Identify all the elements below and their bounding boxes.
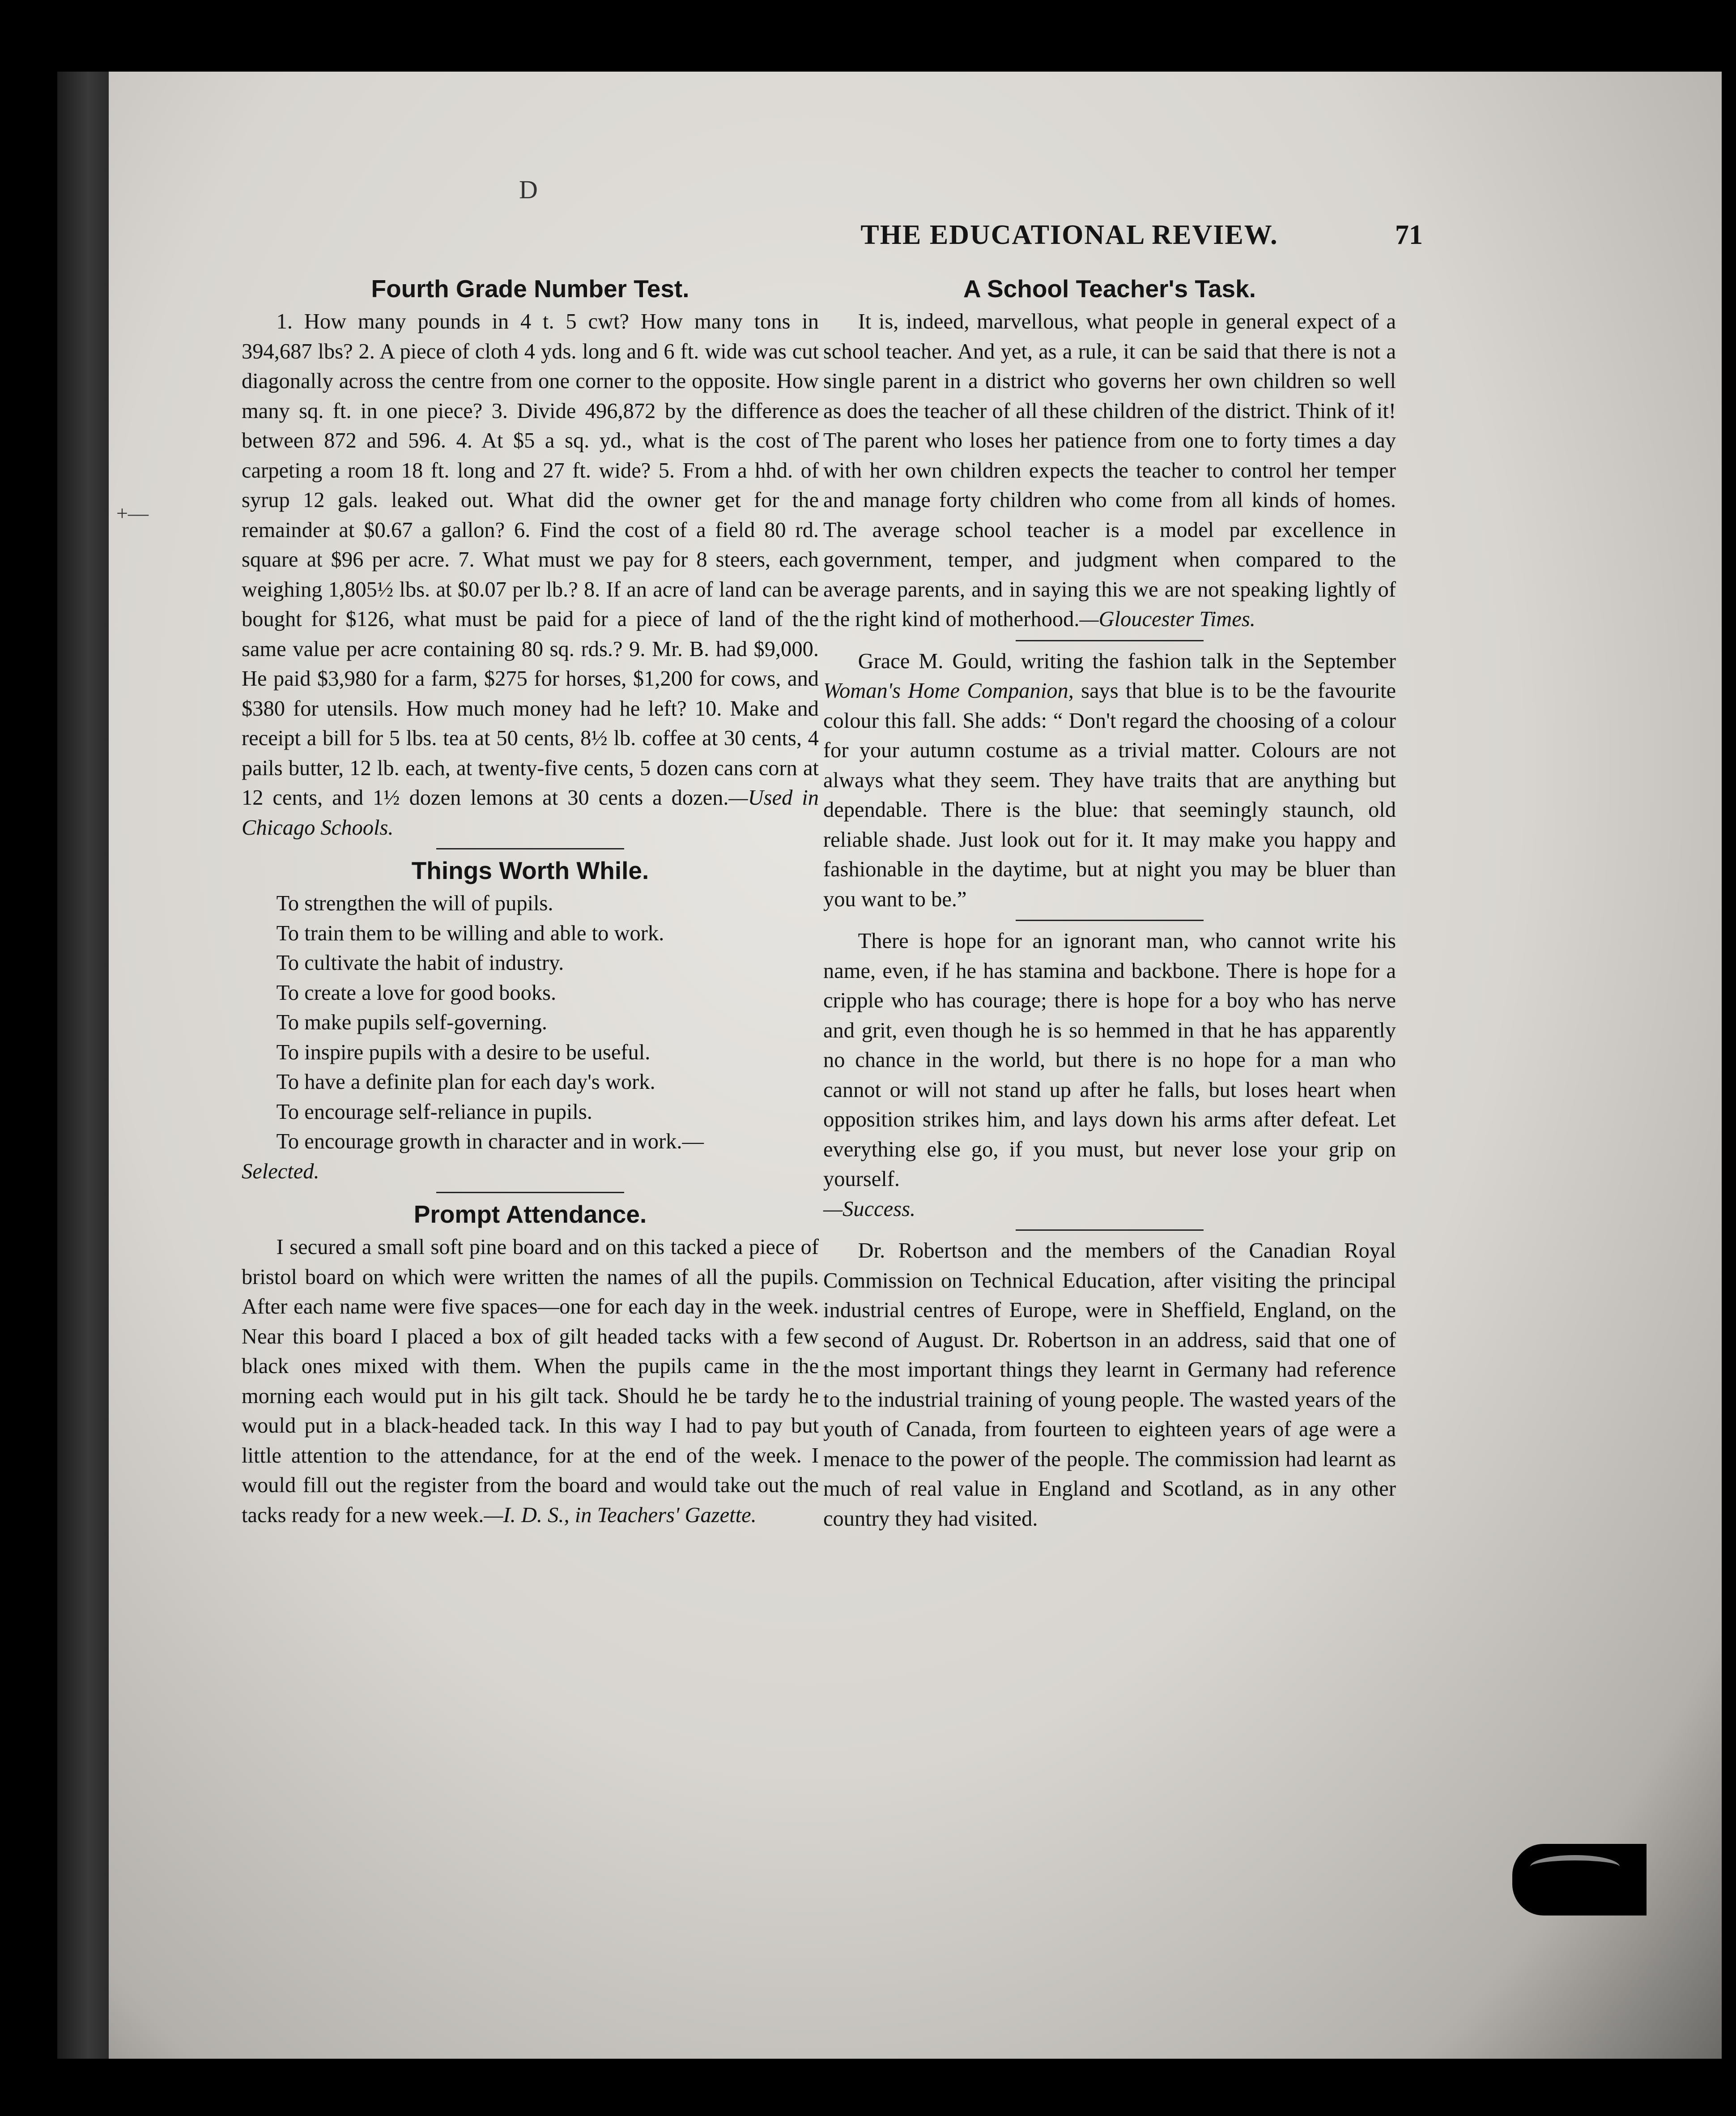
article-text: It is, indeed, marvellous, what people in general expect of a school teacher. And yet, as a rule, it can be said that there is not a single parent in a district who governs her own children so well as does the teacher of all these children of the district. Think of it! The parent who loses her patience from one to forty times a day with her own children expects the teacher to control her temper and manage forty children who come from all kinds of homes. The average school teacher is a model par excellence in government, temper, and judgment when compared to the average parents, and in saying this we are not speaking lightly of the right kind of motherhood. xyxy=(823,310,1396,631)
article-hope xyxy=(823,926,1396,1224)
article-text: Grace M. Gould, writing the fashion talk in the September xyxy=(858,649,1396,673)
section-divider xyxy=(1016,1229,1204,1231)
article-text: There is hope for an ignorant man, who cannot write his name, even, if he has stamina and backbone. There is hope for a cripple who has courage; there is hope for a boy who has nerve and grit, even though he is so hemmed in that he has apparently no chance in the world, but there is no hope for a man who cannot or will not stand up after he falls, but loses heart when opposition strikes him, and lays down his arms after defeat. Let everything else go, if you must, but never lose your grip on yourself. xyxy=(823,929,1396,1191)
article-prompt-attendance xyxy=(242,1199,819,1530)
list-item: To encourage growth in character and in work.— xyxy=(276,1130,704,1153)
article-body xyxy=(242,307,819,843)
article-things-worth-while xyxy=(242,855,819,1186)
article-body: Dr. Robertson and the members of the Canadian Royal Commission on Technical Education, after visiting the principal industrial centres of Europe, were in Sheffield, England, on the second of August. Dr. Robertson in an address, said that one of the most important things they learnt in Germany had reference to the industrial training of young people. The wasted years of the youth of Canada, from fourteen to eighteen years of age were a menace to the power of the people. The commission had learnt as much of real value in England and Scotland, as in any other country they had visited. xyxy=(823,1239,1396,1531)
list-item: To strengthen the will of pupils. xyxy=(276,892,553,915)
article-heading: Prompt Attendance. xyxy=(413,1200,647,1228)
margin-tick-mark: +— xyxy=(116,502,149,525)
article-credit: Selected. xyxy=(242,1159,319,1183)
article-heading: A School Teacher's Task. xyxy=(963,275,1256,303)
article-heading: Fourth Grade Number Test. xyxy=(371,275,689,303)
list-item: To create a love for good books. xyxy=(276,981,557,1005)
section-divider xyxy=(1016,920,1204,921)
list-item: To inspire pupils with a desire to be useful. xyxy=(276,1040,651,1064)
article-heading: Things Worth While. xyxy=(411,857,649,884)
right-column xyxy=(823,273,1396,1534)
book-gutter xyxy=(57,72,109,2059)
article-credit: —Success. xyxy=(823,1197,916,1221)
page-number: 71 xyxy=(1395,220,1423,250)
article-text: 1. How many pounds in 4 t. 5 cwt? How many tons in 394,687 lbs? 2. A piece of cloth 4 yds. long and 6 ft. wide was cut diagonally across the centre from one corner to the opposite. How many sq. ft. in one piece? 3. Divide 496,872 by the difference between 872 and 596. 4. At $5 a sq. yd., what is the cost of carpeting a room 18 ft. long and 27 ft. wide? 5. From a hhd. of syrup 12 gals. leaked out. What did the owner get for the remainder at $0.67 a gallon? 6. Find the cost of a field 80 rd. square at $96 per acre. 7. What must we pay for 8 steers, each weighing 1,805½ lbs. at $0.07 per lb.? 8. If an acre of land can be bought for $126, what must be paid for a piece of land of the same value per acre containing 80 sq. rds.? 9. Mr. B. had $9,000. He paid $3,980 for a farm, $275 for horses, $1,200 for cows, and $380 for utensils. How much money had he left? 10. Make and receipt a bill for 5 lbs. tea at 50 cents, 8½ lb. coffee at 30 cents, 4 pails butter, 12 lb. each, at twenty-five cents, 5 dozen cans corn at 12 cents, and 1½ dozen lemons at 30 cents a dozen. xyxy=(242,310,819,810)
list-item: To cultivate the habit of industry. xyxy=(276,951,564,975)
article-credit: —Gloucester Times. xyxy=(1079,607,1255,631)
running-header: THE EDUCATIONAL REVIEW. xyxy=(860,220,1278,250)
magazine-title: Woman's Home Companion, xyxy=(823,679,1074,703)
section-divider xyxy=(436,848,624,849)
article-body xyxy=(823,926,1396,1224)
list-item: To encourage self-reliance in pupils. xyxy=(276,1100,592,1124)
scanner-clip-highlight xyxy=(1530,1855,1620,1878)
section-divider xyxy=(1016,640,1204,641)
article-body xyxy=(242,1233,819,1530)
article-credit: —Used in Chicago Schools. xyxy=(242,786,819,840)
article-fashion xyxy=(823,647,1396,915)
article-body xyxy=(823,307,1396,635)
scanner-clip xyxy=(1512,1844,1647,1915)
margin-mark: D xyxy=(519,175,538,204)
article-credit: —I. D. S., in Teachers' Gazette. xyxy=(484,1503,757,1527)
section-divider xyxy=(436,1192,624,1193)
list-item: To make pupils self-governing. xyxy=(276,1011,548,1034)
article-teachers-task xyxy=(823,273,1396,635)
left-column xyxy=(242,273,819,1530)
worth-while-list xyxy=(242,889,819,1157)
article-body xyxy=(823,647,1396,915)
article-commission xyxy=(823,1236,1396,1534)
list-item: To train them to be willing and able to work. xyxy=(276,921,664,945)
article-text: I secured a small soft pine board and on this tacked a piece of bristol board on which were written the names of all the pupils. After each name were five spaces—one for each day in the week. Near this board I placed a box of gilt headed tacks with a few black ones mixed with them. When the pupils came in the morning each would put in his gilt tack. Should he be tardy he would put in a black-headed tack. In this way I had to pay but little attention to the attendance, for at the end of the week. I would fill out the register from the board and would take out the tacks ready for a new week. xyxy=(242,1235,819,1527)
list-item: To have a definite plan for each day's work. xyxy=(276,1070,655,1094)
article-text: says that blue is to be the favourite colour this fall. She adds: “ Don't regard the choosing of a colour for your autumn costume as a trivial matter. Colours are not always what they seem. They have traits that are anything but dependable. There is the blue: that seemingly staunch, old reliable shade. Just look out for it. It may make you happy and fashionable in the daytime, but at night you may be bluer than you want to be.” xyxy=(823,679,1396,911)
article-number-test xyxy=(242,273,819,843)
